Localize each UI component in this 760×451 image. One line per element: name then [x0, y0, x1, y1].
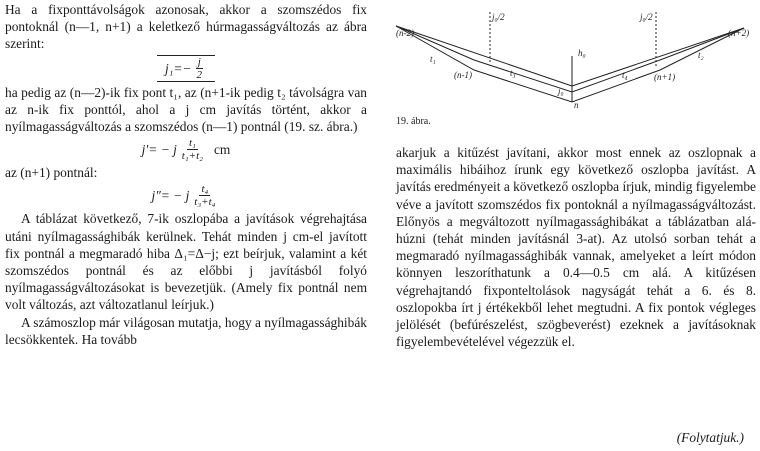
label: h₀: [578, 48, 586, 58]
label: j₀/2: [492, 12, 505, 22]
label: (n+2): [728, 28, 750, 38]
continued-note: (Folytatjuk.): [676, 430, 744, 445]
chord-line: [396, 26, 572, 86]
label: t₃: [510, 68, 516, 78]
label: n: [574, 100, 579, 110]
label: t₂: [698, 50, 704, 60]
paragraph: Ha a fixponttávolságok azonosak, akkor a szomszédos fix pontoknál (n—1, n+1) a keletkező húrmagasságváltozás az ábra szerint:: [5, 2, 367, 52]
equation-3: j″= − j $\frac{\text{t₄}}{\text{t₃+t₄}}$: [151, 183, 216, 209]
figure-caption: 19. ábra.: [396, 116, 431, 127]
label: (n-2): [396, 28, 414, 38]
equation-1: j₁=− $\frac{j}{2}$: [5, 55, 367, 82]
paragraph: A táblázat következő, 7-ik oszlopába a javítások végrehajtása utáni nyílmagassághibák kerülnek. Tehát minden j cm-el javított fix pontnál a megmaradó hiba Δ₁=Δ−j; ezt beírjuk, valamint a két szomszédos pontnál és az előbbi j javításból folyó nyílmagasságváltozásokat is bevezetjük. (Amely fix pontnál nem volt változás, azt változatlanul leírjuk.): [5, 211, 367, 313]
label: (n+1): [654, 72, 676, 82]
lower-chord-line: [396, 26, 744, 102]
paragraph: A számoszlop már világosan mutatja, hogy a nyílmagassághibák lecsökkentek. Ha tovább: [5, 314, 367, 347]
label: (n-1): [454, 70, 472, 80]
label: t₄: [622, 70, 628, 80]
left-column: [5, 1, 367, 348]
right-column: [396, 144, 756, 350]
label: j₀: [558, 86, 564, 96]
upper-chord-line: [396, 26, 744, 92]
equation-2: j′= − j $\frac{\text{t₁}}{\text{t₁+t₂}}$ cm: [141, 137, 231, 163]
label: t₁: [430, 54, 436, 64]
paragraph: akarjuk a kitűzést javítani, akkor most ennek az oszlopnak a maximális hibáihoz írunk egy következő oszlopba javítást. A javítás eredményeit a következő oszlopba írjuk, mindig figyelembe véve a javított szomszédos fix pontoknál a nyílmagasságváltozást. Előnyös a megváltozott nyílmagassághibákat a táblázatban aláhúzni (tehát minden javításnál 3-at). Az utolsó sorban tehát a megmaradó nyílmagassághibák vannak, amelyeket a leírt módon könnyen leszoríthatunk a 0.4—0.5 cm alá. A kitűzésen végrehajtandó fixponteltolások nagyságát tehát a 6. és 8. oszlopokba írt j értékekből lehet megtudni. A fix pontok végleges jelölését (befúrészelést, szögbeverést) ezeknek a javításoknak figyelembevételével végezzük el.: [396, 145, 756, 350]
figure-19-diagram: [392, 6, 758, 110]
label: j₀/2: [640, 12, 653, 22]
paragraph: ha pedig az (n—2)-ik fix pont t₁, az (n+1-ik pedig t₂ távolságra van az n-ik fix ponttól, ahol a j cm javítás történt, akkor a nyílmagasságváltozás a szomszédos (n—1) pontnál (19. sz. ábra.): [5, 84, 367, 135]
paragraph: az (n+1) pontnál:: [5, 165, 98, 181]
